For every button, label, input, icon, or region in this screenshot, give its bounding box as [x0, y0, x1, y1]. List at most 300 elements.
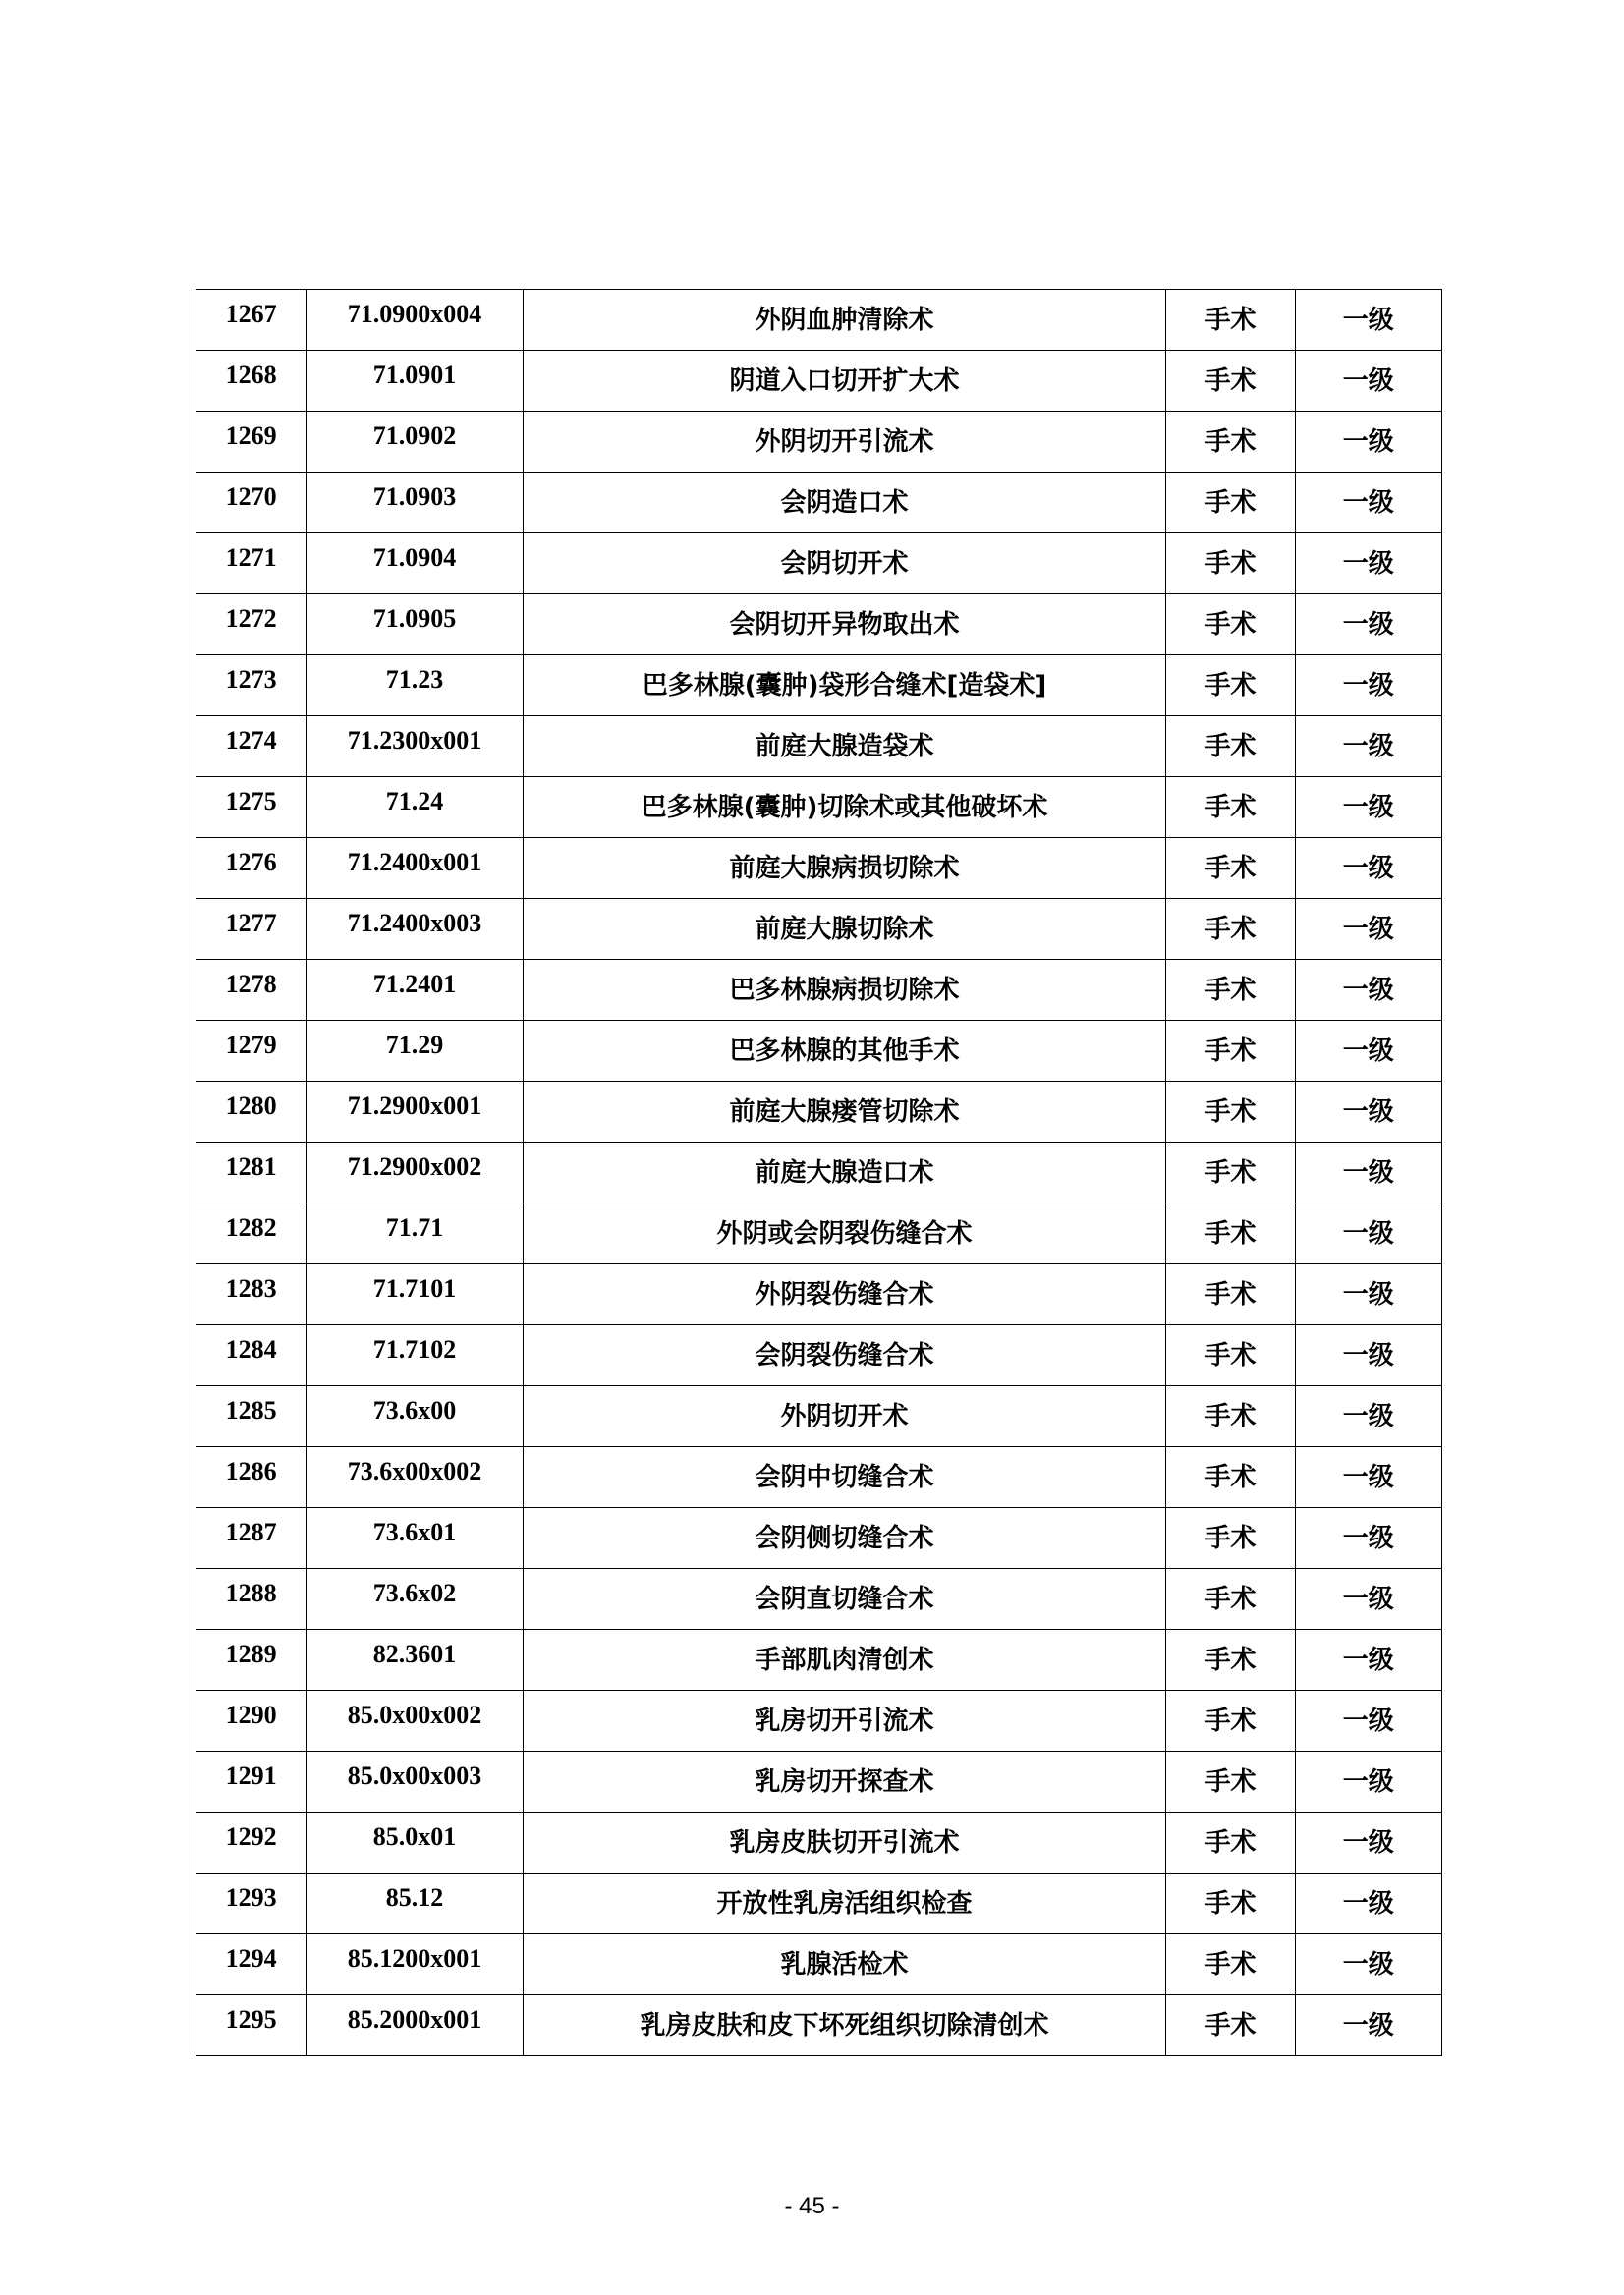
procedure-type-cell-text: 手术: [1204, 1218, 1257, 1249]
procedure-name-cell: [523, 716, 1166, 777]
row-number-cell: [196, 351, 307, 412]
procedure-type-cell-text: 手术: [1204, 670, 1257, 700]
procedure-code-cell-text: 71.7101: [372, 1273, 457, 1303]
procedure-name-cell-text: 会阴裂伤缝合术: [755, 1340, 934, 1371]
procedure-level-cell: [1295, 1021, 1441, 1082]
procedure-code-cell-text: 71.0902: [372, 420, 457, 450]
procedure-code-cell: [307, 838, 524, 899]
procedure-name-cell-text: 乳房皮肤切开引流术: [729, 1827, 960, 1858]
procedure-type-cell-text: 手术: [1204, 1645, 1257, 1675]
procedure-type-cell: [1166, 412, 1295, 473]
procedure-level-cell-text: 一级: [1342, 548, 1394, 579]
procedure-type-cell: [1166, 1508, 1295, 1569]
procedure-code-cell: [307, 351, 524, 412]
procedure-code-cell-text: 73.6x00x002: [347, 1456, 482, 1485]
procedure-level-cell-text: 一级: [1342, 609, 1394, 640]
procedure-code-cell-text: 71.2300x001: [347, 725, 482, 755]
procedure-code-cell: [307, 533, 524, 594]
procedure-code-cell-text: 85.0x00x002: [347, 1700, 482, 1729]
row-number-cell-text: 1272: [225, 603, 277, 633]
procedure-level-cell: [1295, 594, 1441, 655]
table-row: [196, 290, 1442, 351]
procedure-type-cell-text: 手术: [1204, 1584, 1257, 1614]
procedure-code-cell-text: 71.2900x001: [347, 1091, 482, 1120]
row-number-cell: [196, 960, 307, 1021]
procedure-type-cell: [1166, 1569, 1295, 1630]
procedure-level-cell-text: 一级: [1342, 1157, 1394, 1188]
row-number-cell: [196, 1691, 307, 1752]
procedure-code-cell: [307, 1264, 524, 1325]
row-number-cell-text: 1287: [225, 1517, 277, 1546]
procedure-type-cell-text: 手术: [1204, 853, 1257, 883]
table-row: [196, 1874, 1442, 1934]
procedure-code-cell: [307, 1508, 524, 1569]
procedure-type-cell: [1166, 1021, 1295, 1082]
procedure-name-cell: [523, 1752, 1166, 1813]
row-number-cell-text: 1282: [225, 1212, 277, 1242]
procedure-code-cell: [307, 716, 524, 777]
procedure-level-cell-text: 一级: [1342, 853, 1394, 883]
procedure-level-cell: [1295, 1934, 1441, 1995]
row-number-cell: [196, 838, 307, 899]
procedure-type-cell: [1166, 1995, 1295, 2056]
procedure-name-cell: [523, 1143, 1166, 1203]
procedure-name-cell: [523, 1386, 1166, 1447]
procedure-code-cell-text: 71.2400x001: [347, 847, 482, 876]
procedure-type-cell: [1166, 1264, 1295, 1325]
procedure-name-cell-text: 乳房皮肤和皮下坏死组织切除清创术: [640, 2010, 1049, 2041]
procedure-type-cell-text: 手术: [1204, 1888, 1257, 1919]
procedure-level-cell: [1295, 1264, 1441, 1325]
procedure-name-cell-text: 会阴造口术: [780, 487, 909, 518]
row-number-cell: [196, 716, 307, 777]
row-number-cell: [196, 655, 307, 716]
row-number-cell: [196, 1813, 307, 1874]
row-number-cell: [196, 1082, 307, 1143]
procedure-level-cell-text: 一级: [1342, 2010, 1394, 2041]
row-number-cell: [196, 1995, 307, 2056]
procedure-code-cell-text: 71.0904: [372, 542, 457, 572]
procedure-name-cell: [523, 1569, 1166, 1630]
procedure-level-cell: [1295, 1813, 1441, 1874]
procedure-name-cell-text: 前庭大腺切除术: [755, 914, 934, 944]
procedure-type-cell-text: 手术: [1204, 1523, 1257, 1553]
procedure-level-cell: [1295, 1447, 1441, 1508]
procedure-name-cell: [523, 777, 1166, 838]
row-number-cell-text: 1291: [225, 1761, 277, 1790]
procedure-name-cell-text: 会阴侧切缝合术: [755, 1523, 934, 1553]
procedure-type-cell: [1166, 716, 1295, 777]
row-number-cell: [196, 1447, 307, 1508]
row-number-cell: [196, 290, 307, 351]
procedure-level-cell-text: 一级: [1342, 1462, 1394, 1492]
procedure-level-cell-text: 一级: [1342, 1340, 1394, 1371]
procedure-type-cell-text: 手术: [1204, 609, 1257, 640]
procedure-type-cell-text: 手术: [1204, 792, 1257, 822]
row-number-cell-text: 1278: [225, 969, 277, 998]
row-number-cell-text: 1277: [225, 908, 277, 937]
procedure-level-cell: [1295, 1874, 1441, 1934]
procedure-level-cell: [1295, 533, 1441, 594]
procedure-code-cell: [307, 1386, 524, 1447]
procedure-level-cell-text: 一级: [1342, 1645, 1394, 1675]
procedure-level-cell-text: 一级: [1342, 731, 1394, 761]
table-row: [196, 533, 1442, 594]
procedure-type-cell: [1166, 1386, 1295, 1447]
procedure-code-cell-text: 71.29: [385, 1030, 444, 1059]
procedure-type-cell-text: 手术: [1204, 487, 1257, 518]
procedure-name-cell-text: 手部肌肉清创术: [755, 1645, 934, 1675]
row-number-cell: [196, 1630, 307, 1691]
row-number-cell-text: 1268: [225, 360, 277, 389]
procedure-name-cell: [523, 1874, 1166, 1934]
procedure-name-cell: [523, 1691, 1166, 1752]
procedure-name-cell: [523, 1813, 1166, 1874]
procedure-code-cell-text: 71.0905: [372, 603, 457, 633]
procedure-level-cell: [1295, 716, 1441, 777]
row-number-cell-text: 1276: [225, 847, 277, 876]
procedure-code-cell: [307, 1021, 524, 1082]
row-number-cell-text: 1284: [225, 1334, 277, 1364]
procedure-type-cell: [1166, 1934, 1295, 1995]
row-number-cell: [196, 473, 307, 533]
procedure-table-body: [196, 290, 1442, 2056]
table-row: [196, 960, 1442, 1021]
procedure-name-cell-text: 巴多林腺病损切除术: [729, 975, 960, 1005]
procedure-level-cell-text: 一级: [1342, 1706, 1394, 1736]
procedure-name-cell-text: 乳房切开引流术: [755, 1706, 934, 1736]
procedure-type-cell: [1166, 838, 1295, 899]
table-row: [196, 1691, 1442, 1752]
procedure-code-cell-text: 71.0903: [372, 481, 457, 511]
row-number-cell-text: 1283: [225, 1273, 277, 1303]
table-row: [196, 1447, 1442, 1508]
table-row: [196, 1630, 1442, 1691]
procedure-code-cell: [307, 1143, 524, 1203]
procedure-name-cell-text: 巴多林腺的其他手术: [729, 1036, 960, 1066]
procedure-level-cell: [1295, 1203, 1441, 1264]
procedure-code-cell-text: 73.6x02: [372, 1578, 457, 1607]
procedure-name-cell: [523, 1508, 1166, 1569]
procedure-name-cell-text: 巴多林腺(囊肿)切除术或其他破坏术: [641, 792, 1048, 822]
procedure-name-cell: [523, 1203, 1166, 1264]
table-row: [196, 1082, 1442, 1143]
procedure-level-cell-text: 一级: [1342, 1766, 1394, 1797]
procedure-type-cell-text: 手术: [1204, 1766, 1257, 1797]
procedure-level-cell: [1295, 1691, 1441, 1752]
row-number-cell-text: 1280: [225, 1091, 277, 1120]
procedure-level-cell-text: 一级: [1342, 792, 1394, 822]
procedure-type-cell-text: 手术: [1204, 1949, 1257, 1980]
procedure-code-cell-text: 85.1200x001: [347, 1943, 482, 1973]
procedure-code-cell-text: 71.2900x002: [347, 1151, 482, 1181]
procedure-code-cell: [307, 777, 524, 838]
procedure-code-cell-text: 71.7102: [372, 1334, 457, 1364]
row-number-cell: [196, 1143, 307, 1203]
procedure-type-cell-text: 手术: [1204, 1401, 1257, 1431]
row-number-cell: [196, 1203, 307, 1264]
procedure-level-cell: [1295, 1386, 1441, 1447]
procedure-code-cell-text: 73.6x01: [372, 1517, 457, 1546]
table-row: [196, 1995, 1442, 2056]
procedure-name-cell: [523, 655, 1166, 716]
row-number-cell: [196, 1021, 307, 1082]
row-number-cell-text: 1292: [225, 1821, 277, 1851]
procedure-code-cell: [307, 960, 524, 1021]
table-row: [196, 777, 1442, 838]
procedure-type-cell: [1166, 1082, 1295, 1143]
procedure-name-cell-text: 巴多林腺(囊肿)袋形合缝术[造袋术]: [642, 670, 1047, 700]
procedure-code-cell: [307, 1082, 524, 1143]
procedure-level-cell-text: 一级: [1342, 1401, 1394, 1431]
procedure-name-cell: [523, 838, 1166, 899]
procedure-level-cell-text: 一级: [1342, 1827, 1394, 1858]
row-number-cell-text: 1285: [225, 1395, 277, 1425]
procedure-code-cell-text: 71.0900x004: [347, 299, 482, 328]
procedure-name-cell-text: 会阴切开异物取出术: [729, 609, 960, 640]
procedure-type-cell: [1166, 777, 1295, 838]
row-number-cell: [196, 1325, 307, 1386]
procedure-type-cell: [1166, 473, 1295, 533]
procedure-name-cell-text: 前庭大腺病损切除术: [729, 853, 960, 883]
procedure-type-cell-text: 手术: [1204, 1340, 1257, 1371]
procedure-name-cell-text: 外阴切开引流术: [755, 426, 934, 457]
procedure-code-cell-text: 85.12: [385, 1882, 444, 1912]
procedure-level-cell: [1295, 655, 1441, 716]
procedure-code-cell: [307, 1874, 524, 1934]
procedure-level-cell-text: 一级: [1342, 975, 1394, 1005]
procedure-name-cell-text: 前庭大腺造袋术: [755, 731, 934, 761]
procedure-level-cell-text: 一级: [1342, 305, 1394, 335]
procedure-type-cell: [1166, 1203, 1295, 1264]
procedure-name-cell: [523, 1082, 1166, 1143]
procedure-code-cell: [307, 412, 524, 473]
table-row: [196, 1264, 1442, 1325]
procedure-type-cell: [1166, 1813, 1295, 1874]
procedure-level-cell-text: 一级: [1342, 487, 1394, 518]
procedure-table: [196, 289, 1442, 2056]
procedure-code-cell: [307, 655, 524, 716]
procedure-type-cell: [1166, 960, 1295, 1021]
procedure-name-cell-text: 会阴切开术: [780, 548, 909, 579]
procedure-name-cell-text: 开放性乳房活组织检查: [716, 1888, 973, 1919]
procedure-type-cell-text: 手术: [1204, 1279, 1257, 1310]
row-number-cell: [196, 594, 307, 655]
procedure-name-cell: [523, 533, 1166, 594]
procedure-level-cell-text: 一级: [1342, 914, 1394, 944]
procedure-level-cell: [1295, 838, 1441, 899]
procedure-level-cell: [1295, 777, 1441, 838]
procedure-name-cell-text: 外阴或会阴裂伤缝合术: [716, 1218, 973, 1249]
row-number-cell-text: 1281: [225, 1151, 277, 1181]
row-number-cell: [196, 899, 307, 960]
procedure-type-cell-text: 手术: [1204, 731, 1257, 761]
procedure-code-cell: [307, 1447, 524, 1508]
procedure-type-cell: [1166, 1325, 1295, 1386]
procedure-code-cell-text: 71.0901: [372, 360, 457, 389]
procedure-name-cell: [523, 1934, 1166, 1995]
procedure-level-cell-text: 一级: [1342, 1218, 1394, 1249]
row-number-cell: [196, 533, 307, 594]
procedure-name-cell-text: 会阴中切缝合术: [755, 1462, 934, 1492]
procedure-code-cell: [307, 1325, 524, 1386]
procedure-name-cell-text: 外阴切开术: [780, 1401, 909, 1431]
procedure-type-cell: [1166, 290, 1295, 351]
table-row: [196, 351, 1442, 412]
procedure-type-cell-text: 手术: [1204, 1462, 1257, 1492]
procedure-name-cell: [523, 1995, 1166, 2056]
procedure-type-cell: [1166, 351, 1295, 412]
row-number-cell-text: 1271: [225, 542, 277, 572]
procedure-level-cell: [1295, 1325, 1441, 1386]
procedure-level-cell: [1295, 1569, 1441, 1630]
procedure-type-cell-text: 手术: [1204, 1827, 1257, 1858]
row-number-cell: [196, 1752, 307, 1813]
procedure-type-cell-text: 手术: [1204, 1096, 1257, 1127]
row-number-cell-text: 1288: [225, 1578, 277, 1607]
row-number-cell-text: 1286: [225, 1456, 277, 1485]
page-number: - 45 -: [784, 2193, 840, 2219]
procedure-code-cell-text: 73.6x00: [372, 1395, 457, 1425]
procedure-name-cell: [523, 351, 1166, 412]
procedure-code-cell: [307, 473, 524, 533]
procedure-type-cell-text: 手术: [1204, 1706, 1257, 1736]
procedure-name-cell: [523, 473, 1166, 533]
procedure-type-cell-text: 手术: [1204, 548, 1257, 579]
table-row: [196, 838, 1442, 899]
procedure-name-cell-text: 会阴直切缝合术: [755, 1584, 934, 1614]
procedure-code-cell-text: 85.0x00x003: [347, 1761, 482, 1790]
row-number-cell-text: 1267: [225, 299, 277, 328]
procedure-level-cell-text: 一级: [1342, 1584, 1394, 1614]
table-row: [196, 1569, 1442, 1630]
row-number-cell-text: 1275: [225, 786, 277, 815]
procedure-type-cell: [1166, 1752, 1295, 1813]
table-row: [196, 1143, 1442, 1203]
procedure-type-cell-text: 手术: [1204, 2010, 1257, 2041]
procedure-name-cell-text: 阴道入口切开扩大术: [729, 365, 960, 396]
procedure-code-cell: [307, 1630, 524, 1691]
procedure-code-cell-text: 71.71: [385, 1212, 444, 1242]
procedure-level-cell: [1295, 473, 1441, 533]
procedure-code-cell: [307, 1691, 524, 1752]
table-row: [196, 1752, 1442, 1813]
procedure-type-cell-text: 手术: [1204, 975, 1257, 1005]
row-number-cell: [196, 1874, 307, 1934]
row-number-cell: [196, 412, 307, 473]
procedure-type-cell: [1166, 1143, 1295, 1203]
procedure-level-cell-text: 一级: [1342, 1096, 1394, 1127]
procedure-level-cell-text: 一级: [1342, 1949, 1394, 1980]
procedure-type-cell-text: 手术: [1204, 914, 1257, 944]
procedure-type-cell-text: 手术: [1204, 305, 1257, 335]
procedure-level-cell: [1295, 1508, 1441, 1569]
procedure-name-cell: [523, 960, 1166, 1021]
row-number-cell: [196, 1386, 307, 1447]
table-row: [196, 1386, 1442, 1447]
table-row: [196, 655, 1442, 716]
procedure-name-cell: [523, 1447, 1166, 1508]
procedure-code-cell: [307, 594, 524, 655]
row-number-cell: [196, 1508, 307, 1569]
procedure-type-cell: [1166, 899, 1295, 960]
procedure-code-cell-text: 82.3601: [372, 1639, 457, 1668]
procedure-code-cell-text: 71.23: [385, 664, 444, 694]
procedure-name-cell: [523, 594, 1166, 655]
procedure-code-cell: [307, 1813, 524, 1874]
table-row: [196, 899, 1442, 960]
table-row: [196, 1203, 1442, 1264]
procedure-type-cell-text: 手术: [1204, 1036, 1257, 1066]
procedure-name-cell: [523, 1630, 1166, 1691]
table-row: [196, 412, 1442, 473]
row-number-cell-text: 1270: [225, 481, 277, 511]
row-number-cell-text: 1295: [225, 2004, 277, 2034]
table-row: [196, 1021, 1442, 1082]
procedure-level-cell: [1295, 960, 1441, 1021]
procedure-level-cell: [1295, 1630, 1441, 1691]
procedure-code-cell-text: 85.0x01: [372, 1821, 457, 1851]
procedure-type-cell: [1166, 1447, 1295, 1508]
procedure-name-cell: [523, 899, 1166, 960]
procedure-name-cell-text: 前庭大腺造口术: [755, 1157, 934, 1188]
procedure-code-cell-text: 71.2401: [372, 969, 457, 998]
procedure-type-cell-text: 手术: [1204, 365, 1257, 396]
row-number-cell-text: 1279: [225, 1030, 277, 1059]
procedure-name-cell: [523, 1021, 1166, 1082]
procedure-type-cell: [1166, 1874, 1295, 1934]
row-number-cell: [196, 1569, 307, 1630]
row-number-cell-text: 1289: [225, 1639, 277, 1668]
table-row: [196, 716, 1442, 777]
procedure-level-cell-text: 一级: [1342, 426, 1394, 457]
table-row: [196, 1325, 1442, 1386]
procedure-level-cell-text: 一级: [1342, 1036, 1394, 1066]
procedure-type-cell: [1166, 1691, 1295, 1752]
procedure-code-cell-text: 71.24: [385, 786, 444, 815]
procedure-name-cell-text: 乳腺活检术: [780, 1949, 909, 1980]
procedure-level-cell-text: 一级: [1342, 1523, 1394, 1553]
procedure-level-cell: [1295, 1752, 1441, 1813]
procedure-name-cell: [523, 290, 1166, 351]
procedure-type-cell: [1166, 594, 1295, 655]
row-number-cell-text: 1293: [225, 1882, 277, 1912]
row-number-cell: [196, 1264, 307, 1325]
procedure-level-cell-text: 一级: [1342, 1888, 1394, 1919]
procedure-level-cell-text: 一级: [1342, 670, 1394, 700]
procedure-level-cell: [1295, 412, 1441, 473]
procedure-name-cell-text: 外阴血肿清除术: [755, 305, 934, 335]
table-row: [196, 594, 1442, 655]
procedure-name-cell: [523, 1325, 1166, 1386]
procedure-level-cell: [1295, 899, 1441, 960]
procedure-code-cell-text: 71.2400x003: [347, 908, 482, 937]
procedure-name-cell-text: 前庭大腺瘘管切除术: [729, 1096, 960, 1127]
procedure-level-cell: [1295, 351, 1441, 412]
table-row: [196, 1934, 1442, 1995]
procedure-code-cell: [307, 1934, 524, 1995]
procedure-code-cell-text: 85.2000x001: [347, 2004, 482, 2034]
procedure-level-cell: [1295, 1082, 1441, 1143]
procedure-code-cell: [307, 1995, 524, 2056]
procedure-level-cell: [1295, 1143, 1441, 1203]
procedure-code-cell: [307, 290, 524, 351]
procedure-type-cell: [1166, 655, 1295, 716]
procedure-type-cell-text: 手术: [1204, 1157, 1257, 1188]
row-number-cell-text: 1273: [225, 664, 277, 694]
procedure-name-cell-text: 外阴裂伤缝合术: [755, 1279, 934, 1310]
table-row: [196, 1508, 1442, 1569]
